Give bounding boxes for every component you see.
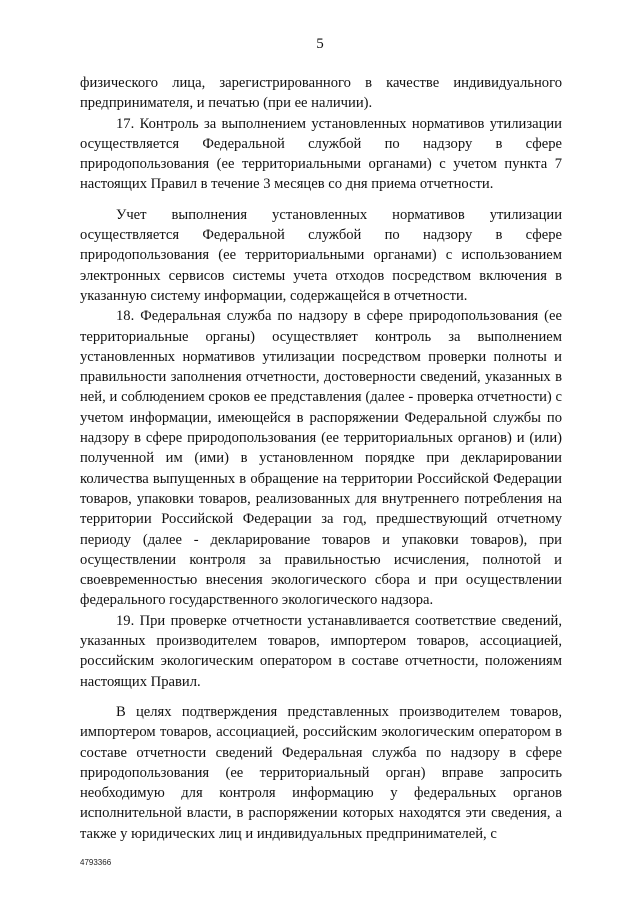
page-number: 5 [316, 36, 324, 52]
paragraph-continuation: физического лица, зарегистрированного в качестве индивидуального предпринимателя, и печатью (при ее наличии). [80, 75, 562, 112]
document-code: 4793366 [80, 858, 112, 867]
paragraph-19: 19. При проверке отчетности устанавливается соответствие сведений, указанных производителем товаров, импортером товаров, ассоциацией, российским экологическим оператором в составе отчетности, положениям настоящих Правил. [80, 612, 562, 690]
paragraph-17: 17. Контроль за выполнением установленных нормативов утилизации осуществляется Федеральной службой по надзору в сфере природопользования (ее территориальными органами) с учетом пункта 7 настоящих Правил в течение 3 месяцев со дня приема отчетности. [80, 115, 562, 193]
paragraph-17-accounting: Учет выполнения установленных нормативов утилизации осуществляется Федеральной службой по надзору в сфере природопользования (ее территориальными органами) с использованием электронных сервисов системы учета отходов посредством включения в указанную систему информации, содержащейся в отчетности. [80, 206, 562, 304]
paragraph-18: 18. Федеральная служба по надзору в сфере природопользования (ее территориальные органы) осуществляет контроль за выполнением установленных нормативов утилизации посредством проверки полноты и правильности заполнения отчетности, достоверности сведений, указанных в ней, и соблюдением сроков ее представления (далее - проверка отчетности) с учетом информации, имеющейся в распоряжении Федеральной службы по надзору в сфере природопользования (ее территориальных органов) и (или) полученной им (ими) в установленном порядке при декларировании количества выпущенных в обращение на территории Российской Федерации товаров, упаковки товаров, реализованных для внутреннего потребления на территории Российской Федерации за год, предшествующий отчетному периоду (далее - декларирование товаров и упаковки товаров), при осуществлении контроля за правильностью исчисления, полнотой и своевременностью внесения экологического сбора и при осуществлении федерального государственного экологического надзора. [80, 308, 562, 609]
paragraph-19-confirmation: В целях подтверждения представленных производителем товаров, импортером товаров, ассоциацией, российским экологическим оператором в составе отчетности сведений Федеральная служба по надзору в сфере природопользования (ее территориальный орган) вправе запросить необходимую для контроля информацию у федеральных органов исполнительной власти, в распоряжении которых находятся эти сведения, а также у юридических лиц и индивидуальных предпринимателей, с [80, 703, 562, 842]
document-body [80, 73, 562, 844]
